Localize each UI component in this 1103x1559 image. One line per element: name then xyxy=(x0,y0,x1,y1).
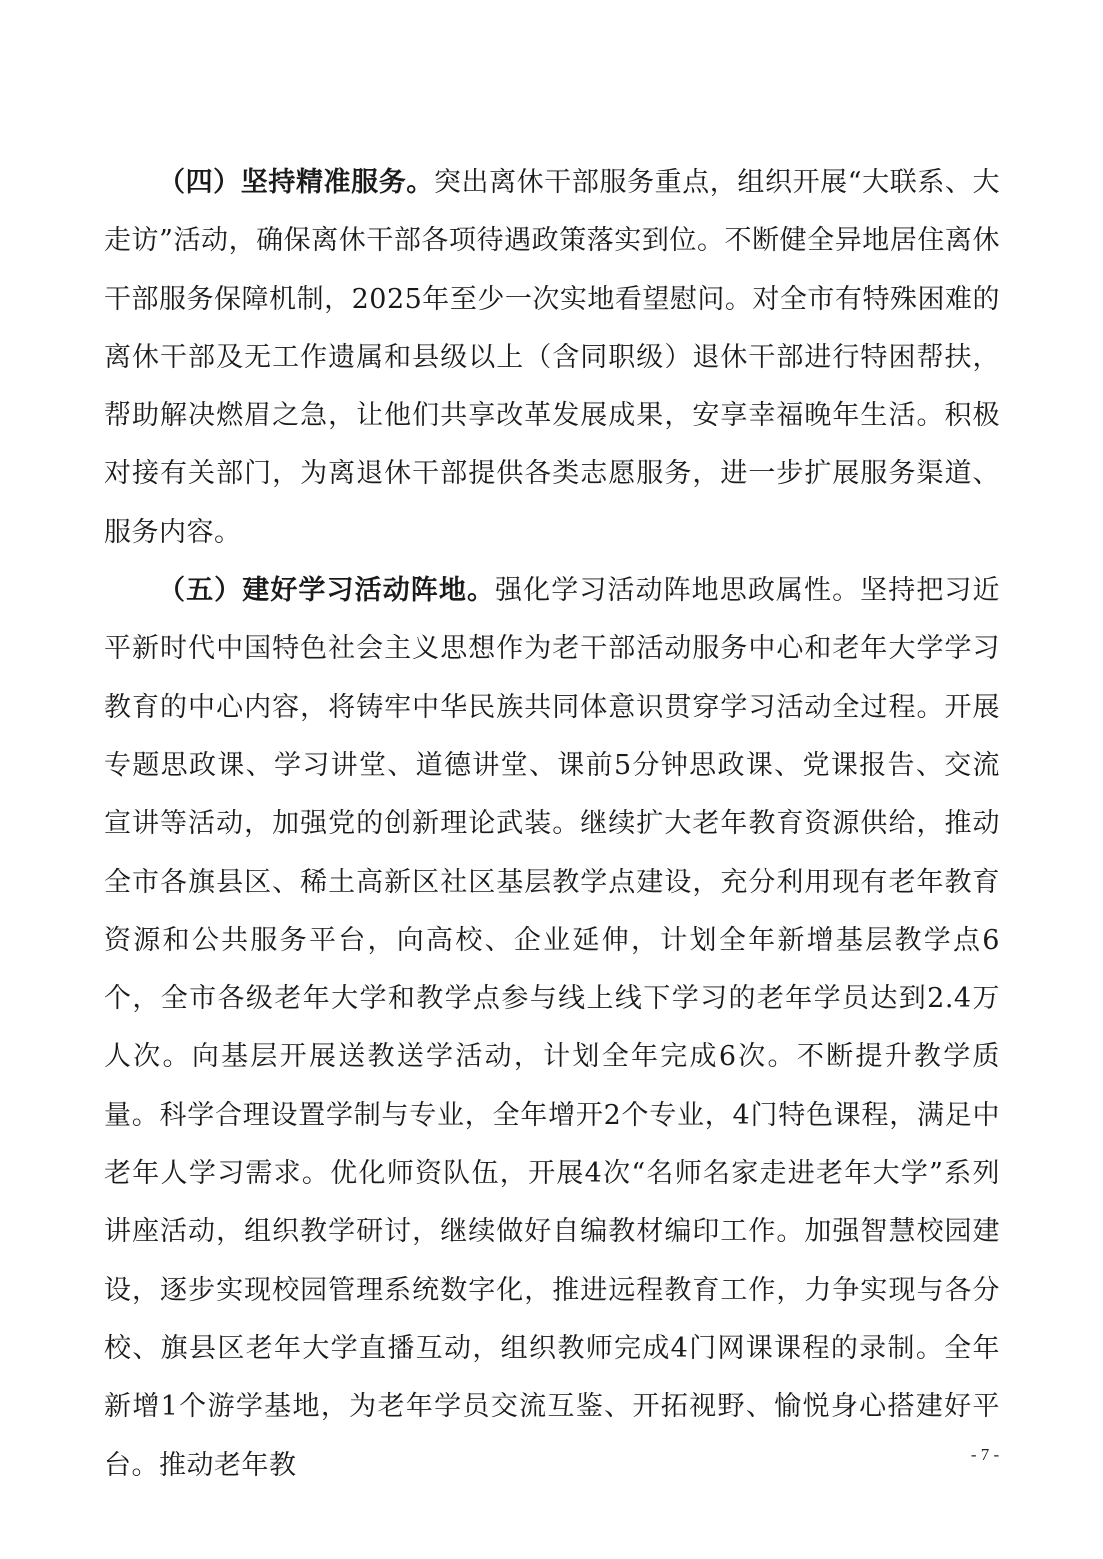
paragraph-precise-service xyxy=(104,154,1000,562)
paragraph-text: 突出离休干部服务重点，组织开展“大联系、大走访”活动，确保离休干部各项待遇政策落实到位。不断健全异地居住离休干部服务保障机制，2025年至少一次实地看望慰问。对全市有特殊困难的离休干部及无工作遗属和县级以上（含同职级）退休干部进行特困帮扶，帮助解决燃眉之急，让他们共享改革发展成果，安享幸福晚年生活。积极对接有关部门，为离退休干部提供各类志愿服务，进一步扩展服务渠道、服务内容。 xyxy=(104,167,1001,548)
section-heading-four: （四）坚持精准服务。 xyxy=(158,167,434,198)
paragraph-learning-base xyxy=(104,562,1000,1495)
document-body xyxy=(104,154,1000,1495)
page-number: - 7 - xyxy=(970,1445,1000,1464)
section-heading-five: （五）建好学习活动阵地。 xyxy=(158,575,496,607)
paragraph-text: 强化学习活动阵地思政属性。坚持把习近平新时代中国特色社会主义思想作为老干部活动服务中心和老年大学学习教育的中心内容，将铸牢中华民族共同体意识贯穿学习活动全过程。开展专题思政课、学习讲堂、道德讲堂、课前5分钟思政课、党课报告、交流宣讲等活动，加强党的创新理论武装。继续扩大老年教育资源供给，推动全市各旗县区、稀土高新区社区基层教学点建设，充分利用现有老年教育资源和公共服务平台，向高校、企业延伸，计划全年新增基层教学点6个，全市各级老年大学和教学点参与线上线下学习的老年学员达到2.4万人次。向基层开展送教送学活动，计划全年完成6次。不断提升教学质量。科学合理设置学制与专业，全年增开2个专业，4门特色课程，满足中老年人学习需求。优化师资队伍，开展4次“名师名家走进老年大学”系列讲座活动，组织教学研讨，继续做好自编教材编印工作。加强智慧校园建设，逐步实现校园管理系统数字化，推进远程教育工作，力争实现与各分校、旗县区老年大学直播互动，组织教师完成4门网课课程的录制。全年新增1个游学基地，为老年学员交流互鉴、开拓视野、愉悦身心搭建好平台。推动老年教 xyxy=(104,575,1001,1481)
